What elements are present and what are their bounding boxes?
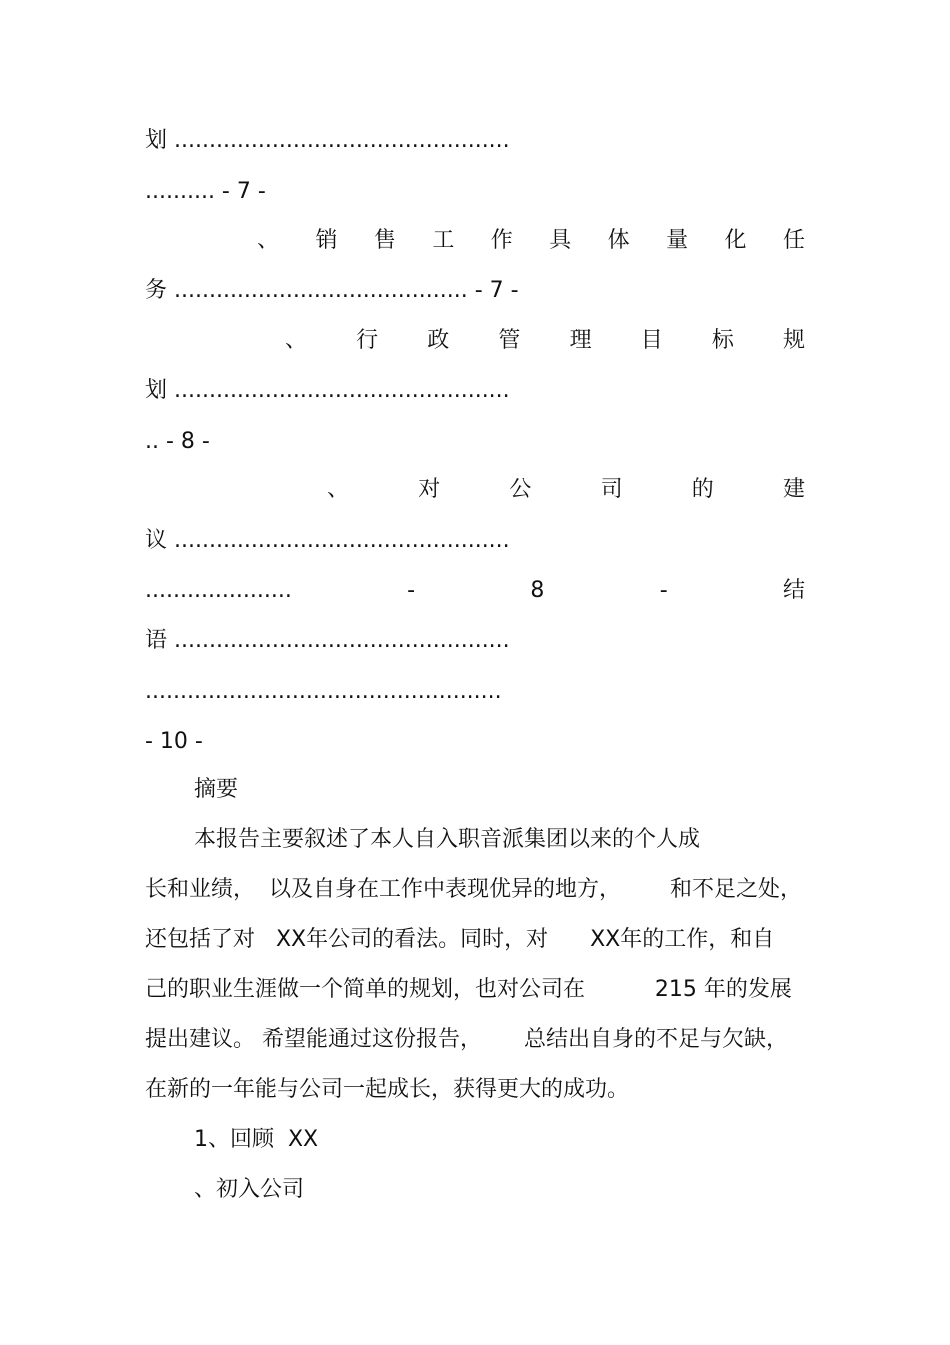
toc-char: 工 bbox=[432, 228, 455, 253]
toc-char: 目 bbox=[640, 328, 663, 353]
toc-line: 语 ................................................ bbox=[145, 628, 510, 653]
section-title: 1、回顾 XX bbox=[194, 1127, 319, 1152]
toc-char: 建 bbox=[782, 477, 805, 502]
toc-char: 公 bbox=[509, 477, 532, 502]
section-subtitle: 、初入公司 bbox=[194, 1177, 305, 1202]
toc-entry-sales-tasks bbox=[145, 226, 805, 256]
toc-char: 的 bbox=[691, 477, 714, 502]
toc-line: ................................................... bbox=[145, 679, 502, 704]
toc-char: 化 bbox=[724, 228, 747, 253]
toc-char: 行 bbox=[356, 328, 379, 353]
toc-char: - bbox=[407, 578, 416, 603]
abstract-heading: 摘要 bbox=[194, 777, 239, 802]
toc-char: 体 bbox=[607, 228, 630, 253]
toc-entry-suggestions bbox=[145, 475, 805, 505]
toc-char: 量 bbox=[666, 228, 689, 253]
abstract-line: 长和业绩， 以及自身在工作中表现优异的地方， 和不足之处， bbox=[145, 877, 802, 902]
toc-line: - 10 - bbox=[145, 729, 203, 754]
toc-line: 议 ................................................ bbox=[145, 528, 510, 553]
toc-char: 、 bbox=[327, 477, 350, 502]
toc-line: 划 ................................................ bbox=[145, 378, 510, 403]
abstract-line: 提出建议。 希望能通过这份报告， 总结出自身的不足与欠缺， bbox=[145, 1027, 788, 1052]
toc-char: 售 bbox=[373, 228, 396, 253]
toc-line: .......... - 7 - bbox=[145, 179, 266, 204]
abstract-line: 在新的一年能与公司一起成长，获得更大的成功。 bbox=[145, 1077, 630, 1102]
toc-char: 司 bbox=[600, 477, 623, 502]
toc-char: 结 bbox=[782, 578, 805, 603]
toc-line: 划 ................................................ bbox=[145, 128, 510, 153]
toc-char: 作 bbox=[490, 228, 513, 253]
toc-char: 销 bbox=[315, 228, 338, 253]
toc-char: 管 bbox=[498, 328, 521, 353]
toc-char: 规 bbox=[782, 328, 805, 353]
abstract-line: 己的职业生涯做一个简单的规划，也对公司在 215 年的发展 bbox=[145, 977, 792, 1002]
toc-entry-admin-goals bbox=[145, 326, 805, 356]
abstract-line: 还包括了对 XX年公司的看法。同时，对 XX年的工作，和自 bbox=[145, 927, 775, 952]
toc-char: - bbox=[659, 578, 668, 603]
toc-dots: ..................... bbox=[145, 578, 292, 603]
toc-char: 、 bbox=[285, 328, 308, 353]
toc-char: 理 bbox=[569, 328, 592, 353]
toc-line: .. - 8 - bbox=[145, 429, 210, 454]
toc-line: 务 .......................................... - 7 - bbox=[145, 278, 519, 303]
toc-char: 、 bbox=[257, 228, 280, 253]
toc-entry-conclusion bbox=[145, 576, 805, 606]
toc-char: 政 bbox=[427, 328, 450, 353]
toc-char: 具 bbox=[549, 228, 572, 253]
toc-char: 任 bbox=[782, 228, 805, 253]
toc-page-number: 8 bbox=[530, 578, 545, 603]
toc-char: 标 bbox=[711, 328, 734, 353]
abstract-line: 本报告主要叙述了本人自入职音派集团以来的个人成 bbox=[194, 827, 701, 852]
toc-char: 对 bbox=[418, 477, 441, 502]
